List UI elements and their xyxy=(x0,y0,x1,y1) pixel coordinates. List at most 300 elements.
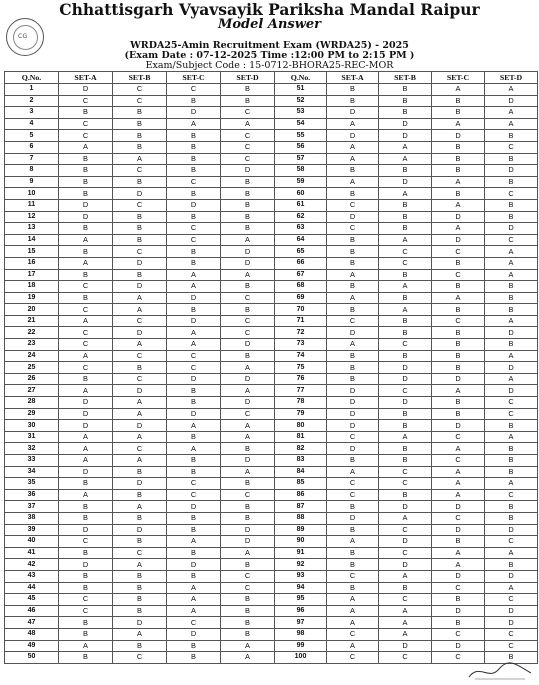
table-row xyxy=(5,501,538,513)
column-header: Q.No. xyxy=(275,72,327,84)
answer-cell: D xyxy=(485,385,538,397)
answer-cell: B xyxy=(167,95,221,107)
question-number-cell: 40 xyxy=(5,536,59,548)
answer-cell: D xyxy=(327,443,379,455)
table-row xyxy=(5,141,538,153)
answer-cell: B xyxy=(59,292,113,304)
answer-cell: B xyxy=(327,246,379,258)
answer-cell: B xyxy=(59,373,113,385)
question-number-cell: 48 xyxy=(5,628,59,640)
answer-cell: B xyxy=(167,512,221,524)
answer-cell: A xyxy=(59,640,113,652)
answer-cell: A xyxy=(113,501,167,513)
answer-cell: A xyxy=(113,304,167,316)
answer-cell: C xyxy=(221,292,275,304)
question-number-cell: 28 xyxy=(5,397,59,409)
question-number-cell: 37 xyxy=(5,501,59,513)
answer-cell: A xyxy=(59,350,113,362)
answer-cell: A xyxy=(485,431,538,443)
question-number-cell: 10 xyxy=(5,188,59,200)
answer-cell: A xyxy=(113,153,167,165)
answer-cell: C xyxy=(221,489,275,501)
answer-cell: D xyxy=(432,130,485,142)
answer-cell: B xyxy=(221,84,275,96)
answer-cell: B xyxy=(221,594,275,606)
answer-cell: A xyxy=(379,431,432,443)
answer-cell: C xyxy=(485,536,538,548)
answer-cell: D xyxy=(167,199,221,211)
answer-cell: B xyxy=(327,84,379,96)
answer-cell: B xyxy=(167,524,221,536)
answer-cell: C xyxy=(221,153,275,165)
question-number-cell: 100 xyxy=(275,652,327,664)
answer-key-table xyxy=(4,71,538,664)
table-row xyxy=(5,153,538,165)
answer-cell: B xyxy=(167,141,221,153)
question-number-cell: 65 xyxy=(275,246,327,258)
answer-cell: B xyxy=(221,281,275,293)
question-number-cell: 99 xyxy=(275,640,327,652)
answer-cell: A xyxy=(59,257,113,269)
table-row xyxy=(5,339,538,351)
question-number-cell: 58 xyxy=(275,165,327,177)
question-number-cell: 20 xyxy=(5,304,59,316)
answer-cell: C xyxy=(113,246,167,258)
answer-cell: C xyxy=(327,223,379,235)
question-number-cell: 50 xyxy=(5,652,59,664)
table-row xyxy=(5,95,538,107)
answer-cell: A xyxy=(167,605,221,617)
answer-cell: C xyxy=(167,176,221,188)
question-number-cell: 87 xyxy=(275,501,327,513)
answer-cell: A xyxy=(485,582,538,594)
question-number-cell: 73 xyxy=(275,339,327,351)
question-number-cell: 64 xyxy=(275,234,327,246)
answer-cell: D xyxy=(379,118,432,130)
question-number-cell: 84 xyxy=(275,466,327,478)
answer-cell: A xyxy=(59,455,113,467)
question-number-cell: 35 xyxy=(5,478,59,490)
answer-cell: B xyxy=(379,269,432,281)
answer-cell: B xyxy=(167,652,221,664)
question-number-cell: 91 xyxy=(275,547,327,559)
answer-cell: A xyxy=(113,292,167,304)
answer-cell: D xyxy=(59,211,113,223)
column-header: SET-C xyxy=(432,72,485,84)
answer-cell: C xyxy=(327,570,379,582)
answer-cell: B xyxy=(485,443,538,455)
answer-cell: B xyxy=(59,223,113,235)
table-row xyxy=(5,397,538,409)
exam-code: Exam/Subject Code : 15-0712-BHORA25-REC-MOR xyxy=(145,60,394,71)
answer-cell: B xyxy=(59,501,113,513)
answer-cell: B xyxy=(327,304,379,316)
answer-cell: D xyxy=(59,420,113,432)
answer-cell: B xyxy=(167,431,221,443)
signature xyxy=(465,659,535,683)
answer-cell: D xyxy=(485,327,538,339)
question-number-cell: 15 xyxy=(5,246,59,258)
answer-cell: B xyxy=(113,130,167,142)
answer-cell: B xyxy=(432,141,485,153)
question-number-cell: 97 xyxy=(275,617,327,629)
answer-cell: A xyxy=(327,594,379,606)
question-number-cell: 89 xyxy=(275,524,327,536)
question-number-cell: 25 xyxy=(5,362,59,374)
column-header: SET-B xyxy=(379,72,432,84)
answer-cell: D xyxy=(485,524,538,536)
question-number-cell: 72 xyxy=(275,327,327,339)
table-row xyxy=(5,559,538,571)
answer-cell: B xyxy=(379,420,432,432)
question-number-cell: 75 xyxy=(275,362,327,374)
answer-cell: D xyxy=(221,524,275,536)
answer-cell: B xyxy=(432,165,485,177)
answer-cell: B xyxy=(485,559,538,571)
answer-cell: B xyxy=(327,582,379,594)
answer-cell: B xyxy=(167,397,221,409)
answer-cell: C xyxy=(59,594,113,606)
answer-cell: A xyxy=(327,536,379,548)
answer-cell: A xyxy=(113,559,167,571)
question-number-cell: 44 xyxy=(5,582,59,594)
answer-cell: B xyxy=(485,153,538,165)
answer-cell: D xyxy=(59,397,113,409)
answer-cell: B xyxy=(59,176,113,188)
answer-cell: B xyxy=(167,304,221,316)
answer-cell: B xyxy=(485,652,538,664)
answer-cell: A xyxy=(432,489,485,501)
answer-cell: D xyxy=(327,107,379,119)
question-number-cell: 34 xyxy=(5,466,59,478)
answer-cell: C xyxy=(113,315,167,327)
answer-cell: D xyxy=(432,570,485,582)
answer-cell: B xyxy=(113,582,167,594)
answer-cell: B xyxy=(59,570,113,582)
answer-cell: B xyxy=(221,605,275,617)
answer-cell: B xyxy=(113,605,167,617)
answer-cell: D xyxy=(221,373,275,385)
answer-cell: B xyxy=(221,350,275,362)
answer-cell: A xyxy=(113,339,167,351)
answer-cell: A xyxy=(167,582,221,594)
answer-cell: B xyxy=(113,362,167,374)
answer-cell: D xyxy=(221,397,275,409)
answer-cell: D xyxy=(167,373,221,385)
answer-cell: A xyxy=(432,547,485,559)
answer-cell: C xyxy=(485,408,538,420)
answer-cell: B xyxy=(167,153,221,165)
answer-cell: A xyxy=(485,107,538,119)
answer-cell: D xyxy=(167,292,221,304)
table-row xyxy=(5,605,538,617)
answer-cell: D xyxy=(432,524,485,536)
answer-cell: A xyxy=(221,269,275,281)
question-number-cell: 22 xyxy=(5,327,59,339)
answer-cell: C xyxy=(485,141,538,153)
answer-cell: C xyxy=(221,327,275,339)
table-row xyxy=(5,362,538,374)
table-row xyxy=(5,84,538,96)
answer-cell: D xyxy=(379,130,432,142)
question-number-cell: 14 xyxy=(5,234,59,246)
table-row xyxy=(5,350,538,362)
answer-cell: A xyxy=(59,431,113,443)
table-row xyxy=(5,489,538,501)
answer-cell: D xyxy=(485,617,538,629)
answer-cell: C xyxy=(327,431,379,443)
answer-cell: A xyxy=(221,431,275,443)
question-number-cell: 63 xyxy=(275,223,327,235)
answer-cell: C xyxy=(113,373,167,385)
answer-cell: C xyxy=(167,350,221,362)
answer-cell: B xyxy=(379,223,432,235)
answer-cell: A xyxy=(327,292,379,304)
answer-cell: C xyxy=(221,130,275,142)
answer-cell: D xyxy=(167,107,221,119)
answer-cell: A xyxy=(379,570,432,582)
table-row xyxy=(5,512,538,524)
table-row xyxy=(5,594,538,606)
answer-cell: B xyxy=(113,211,167,223)
answer-cell: B xyxy=(485,304,538,316)
question-number-cell: 26 xyxy=(5,373,59,385)
answer-cell: B xyxy=(221,176,275,188)
answer-cell: A xyxy=(327,141,379,153)
answer-cell: A xyxy=(113,431,167,443)
answer-cell: A xyxy=(432,84,485,96)
answer-cell: A xyxy=(167,118,221,130)
answer-cell: B xyxy=(113,466,167,478)
answer-cell: C xyxy=(167,362,221,374)
answer-cell: B xyxy=(432,281,485,293)
answer-cell: C xyxy=(432,269,485,281)
answer-cell: C xyxy=(379,594,432,606)
table-row xyxy=(5,582,538,594)
answer-cell: B xyxy=(485,512,538,524)
answer-cell: B xyxy=(167,547,221,559)
answer-cell: A xyxy=(167,269,221,281)
exam-date: (Exam Date : 07-12-2025 Time :12:00 PM to 2:15 PM ) xyxy=(124,50,415,61)
answer-cell: B xyxy=(167,455,221,467)
answer-cell: B xyxy=(485,420,538,432)
answer-cell: B xyxy=(485,501,538,513)
table-row xyxy=(5,211,538,223)
answer-cell: A xyxy=(432,559,485,571)
answer-cell: C xyxy=(59,130,113,142)
answer-cell: B xyxy=(432,153,485,165)
answer-cell: A xyxy=(485,257,538,269)
column-header: SET-A xyxy=(327,72,379,84)
answer-cell: B xyxy=(113,107,167,119)
question-number-cell: 38 xyxy=(5,512,59,524)
answer-cell: A xyxy=(59,385,113,397)
answer-cell: B xyxy=(379,327,432,339)
answer-cell: A xyxy=(327,605,379,617)
answer-cell: C xyxy=(167,617,221,629)
answer-cell: B xyxy=(113,269,167,281)
answer-cell: C xyxy=(59,118,113,130)
answer-cell: A xyxy=(379,234,432,246)
table-row xyxy=(5,107,538,119)
table-row xyxy=(5,385,538,397)
answer-cell: C xyxy=(221,315,275,327)
answer-cell: C xyxy=(379,339,432,351)
question-number-cell: 66 xyxy=(275,257,327,269)
answer-cell: C xyxy=(113,547,167,559)
question-number-cell: 57 xyxy=(275,153,327,165)
answer-cell: B xyxy=(167,165,221,177)
answer-cell: C xyxy=(113,350,167,362)
answer-cell: D xyxy=(59,199,113,211)
answer-cell: A xyxy=(113,408,167,420)
question-number-cell: 55 xyxy=(275,130,327,142)
question-number-cell: 5 xyxy=(5,130,59,142)
answer-cell: A xyxy=(327,269,379,281)
question-number-cell: 83 xyxy=(275,455,327,467)
answer-cell: B xyxy=(327,281,379,293)
answer-cell: D xyxy=(379,501,432,513)
answer-cell: A xyxy=(221,652,275,664)
question-number-cell: 18 xyxy=(5,281,59,293)
answer-cell: C xyxy=(327,628,379,640)
question-number-cell: 85 xyxy=(275,478,327,490)
question-number-cell: 70 xyxy=(275,304,327,316)
answer-cell: B xyxy=(59,107,113,119)
question-number-cell: 94 xyxy=(275,582,327,594)
answer-cell: C xyxy=(485,234,538,246)
answer-cell: A xyxy=(113,455,167,467)
table-row xyxy=(5,223,538,235)
question-number-cell: 4 xyxy=(5,118,59,130)
answer-cell: D xyxy=(327,420,379,432)
answer-cell: C xyxy=(59,95,113,107)
question-number-cell: 54 xyxy=(275,118,327,130)
answer-cell: B xyxy=(432,95,485,107)
answer-cell: B xyxy=(167,570,221,582)
answer-cell: B xyxy=(113,570,167,582)
answer-cell: D xyxy=(485,165,538,177)
question-number-cell: 17 xyxy=(5,269,59,281)
question-number-cell: 90 xyxy=(275,536,327,548)
answer-cell: A xyxy=(432,385,485,397)
answer-cell: B xyxy=(327,350,379,362)
question-number-cell: 76 xyxy=(275,373,327,385)
question-number-cell: 68 xyxy=(275,281,327,293)
answer-cell: B xyxy=(113,489,167,501)
question-number-cell: 82 xyxy=(275,443,327,455)
answer-cell: A xyxy=(327,153,379,165)
answer-cell: A xyxy=(221,118,275,130)
answer-cell: C xyxy=(59,362,113,374)
answer-cell: B xyxy=(432,327,485,339)
table-row xyxy=(5,176,538,188)
answer-cell: C xyxy=(485,628,538,640)
answer-cell: B xyxy=(221,443,275,455)
answer-cell: B xyxy=(167,188,221,200)
answer-cell: A xyxy=(432,466,485,478)
answer-cell: A xyxy=(113,397,167,409)
answer-cell: B xyxy=(485,211,538,223)
answer-cell: B xyxy=(432,339,485,351)
answer-cell: C xyxy=(113,443,167,455)
answer-cell: B xyxy=(221,188,275,200)
answer-cell: B xyxy=(221,617,275,629)
answer-cell: A xyxy=(167,281,221,293)
answer-cell: A xyxy=(432,478,485,490)
question-number-cell: 32 xyxy=(5,443,59,455)
answer-cell: A xyxy=(485,315,538,327)
answer-cell: C xyxy=(432,582,485,594)
answer-cell: B xyxy=(221,559,275,571)
answer-cell: B xyxy=(485,281,538,293)
question-number-cell: 29 xyxy=(5,408,59,420)
answer-cell: A xyxy=(221,420,275,432)
question-number-cell: 23 xyxy=(5,339,59,351)
table-row xyxy=(5,304,538,316)
question-number-cell: 3 xyxy=(5,107,59,119)
table-row xyxy=(5,431,538,443)
answer-cell: C xyxy=(432,431,485,443)
answer-cell: D xyxy=(113,327,167,339)
column-header: SET-B xyxy=(113,72,167,84)
table-row xyxy=(5,524,538,536)
question-number-cell: 51 xyxy=(275,84,327,96)
table-row xyxy=(5,199,538,211)
answer-cell: B xyxy=(432,257,485,269)
answer-cell: B xyxy=(379,455,432,467)
answer-cell: D xyxy=(167,501,221,513)
question-number-cell: 69 xyxy=(275,292,327,304)
answer-cell: D xyxy=(432,640,485,652)
question-number-cell: 6 xyxy=(5,141,59,153)
answer-cell: C xyxy=(167,234,221,246)
question-number-cell: 42 xyxy=(5,559,59,571)
table-row xyxy=(5,652,538,664)
answer-cell: A xyxy=(432,292,485,304)
answer-cell: D xyxy=(59,84,113,96)
answer-cell: B xyxy=(59,547,113,559)
answer-cell: C xyxy=(113,165,167,177)
table-row xyxy=(5,327,538,339)
answer-cell: A xyxy=(485,547,538,559)
answer-cell: D xyxy=(167,315,221,327)
answer-cell: D xyxy=(221,165,275,177)
answer-cell: A xyxy=(485,118,538,130)
question-number-cell: 74 xyxy=(275,350,327,362)
answer-cell: B xyxy=(485,466,538,478)
answer-cell: B xyxy=(221,478,275,490)
answer-cell: D xyxy=(432,420,485,432)
answer-cell: B xyxy=(59,478,113,490)
table-row xyxy=(5,420,538,432)
answer-cell: A xyxy=(327,176,379,188)
table-row xyxy=(5,118,538,130)
answer-cell: A xyxy=(221,234,275,246)
answer-cell: B xyxy=(379,350,432,362)
column-header: Q.No. xyxy=(5,72,59,84)
table-header-row xyxy=(5,72,538,84)
table-row xyxy=(5,269,538,281)
question-number-cell: 92 xyxy=(275,559,327,571)
answer-cell: C xyxy=(485,594,538,606)
table-row xyxy=(5,570,538,582)
answer-cell: A xyxy=(379,605,432,617)
question-number-cell: 80 xyxy=(275,420,327,432)
question-number-cell: 19 xyxy=(5,292,59,304)
answer-cell: D xyxy=(221,455,275,467)
answer-cell: C xyxy=(327,489,379,501)
